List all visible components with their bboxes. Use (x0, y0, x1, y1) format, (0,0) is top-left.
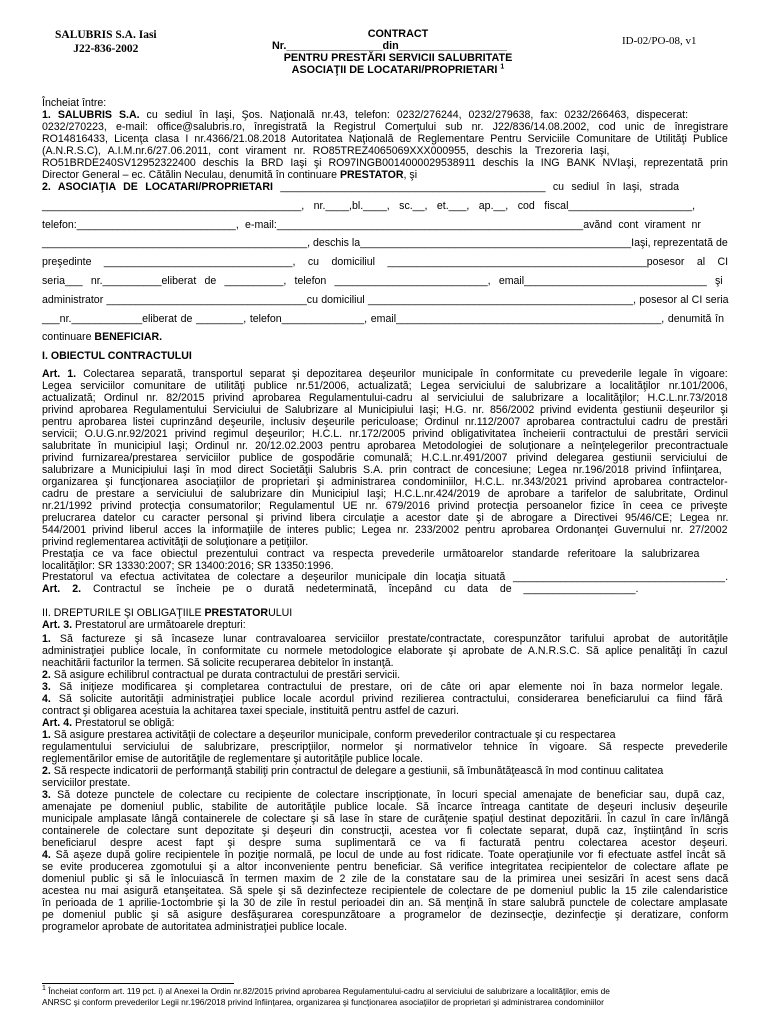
body-line: privind aprobarea Regulamentului Serviciului de Salubrizare al Municipiului Iaşi; H.G. nr. 856/2002 privind evidenta gestiunii deşeurilor şi (42, 404, 728, 416)
body-line: 0232/270223, e-mail: office@salubris.ro, înregistrată la Registrul Comerţului sub nr. J22/836/14.08.2002, cod unic de înregistrare (42, 121, 729, 133)
contract-title: CONTRACT (367, 28, 429, 40)
body-line: RO14816433, Licenţa clasa I nr.4366/21.08.2018 Autoritatea Naţională de Reglementare Pentru Serviciile Comunitare de Utilităţi Publice (42, 133, 728, 145)
document-code: ID-02/PO-08, v1 (622, 35, 697, 47)
footnote-line-1: $^1$ Încheiat conform art. 119 pct. i) al Anexei la Ordin nr.82/2015 privind aprobarea Regulamentului-cadru al serviciului de salubrizare a localităţilor, emis de (42, 985, 610, 996)
body-line: 1. Să factureze şi să încaseze lunar contravaloarea serviciilor prestate/contractate, corespunzător tarifului aprobat de autorităţile (42, 633, 729, 645)
body-line: Prestaţia ce va face obiectul prezentului contract va respecta prevederile următoarelor standarde referitoare la salubrizarea (42, 548, 700, 560)
body-line: regulamentului serviciului de salubrizare, prescripţiilor, normelor şi normativelor tehnice în vigoare. Să respecte prevederile (42, 741, 728, 753)
body-line: serviciilor prestate. (42, 777, 131, 789)
body-line: preşedinte ________________________________, cu domiciliul ____________________________________________posesor al CI (42, 256, 729, 268)
body-line: ____________________________________________, nr.____,bl.____, sc.__, et.___, ap.__, cod fiscal_____________________, (42, 200, 696, 212)
body-line: neachitării facturilor la termen. Să solicite recuperarea debitelor în instanţă. (42, 657, 394, 669)
body-line: 3. Să doteze punctele de colectare cu recipiente de colectare inscripţionate, în locuri special amenajate de beneficiar sau, după caz, (42, 789, 725, 801)
body-line: contract şi obligarea acestuia la achitarea taxei speciale, instituită pentru astfel de cazuri. (42, 705, 459, 717)
body-line: Prestatorul va efectua activitatea de colectare a deşeurilor municipale din locaţia situată ____________________________________. (42, 571, 729, 583)
body-line: administrator __________________________________cu domiciliul _____________________________________________, posesor al CI seria (42, 294, 729, 306)
body-line: privind furnizarea/prestarea serviciilor publice de gospodărie comunală; H.C.L.nr.491/2007 privind delegarea gestiunii serviciului de (42, 452, 728, 464)
body-line: seria___ nr.__________eliberat de __________, telefon __________________________, email_______________________________ şi (42, 275, 723, 287)
company-name: SALUBRIS S.A. Iasi (55, 29, 157, 41)
body-line: administraţiei publice locale, în conformitate cu normele metodologice elaborate şi aprobate de A.N.R.S.C. Să aplice penalităţi în cazul (42, 645, 728, 657)
body-line: organizarea şi funcţionarea asociaţiilor de proprietari şi administrarea condominiilor, H.C.L. nr.343/2021 privind aprobarea contractelor- (42, 476, 728, 488)
body-line: localităţilor: SR 13330:2007; SR 13400:2016; SR 13350:1996. (42, 560, 334, 572)
body-line: programelor aprobate de autoritatea administraţiei publice locale. (42, 921, 348, 933)
footnote-divider (42, 983, 234, 984)
body-line: continuare BENEFICIAR. (42, 331, 163, 343)
body-line: RO51BRDE240SV12952322400 deschis la BRD Iaşi şi RO97INGB0014000029538911 deschis la ING BANK NVIaşi, reprezentată prin (42, 157, 728, 169)
body-line: actualizată; Ordinul nr. 82/2015 privind aprobarea Regulamentului-cadru al serviciului de salubrizare a localităţilor; H.C.L.nr.73/2018 (42, 392, 728, 404)
body-line: prelucrarea datelor cu caracter personal şi privind libera circulaţie a acestor date şi de abrogare a Directivei 95/46/CE; Legea nr. (42, 512, 729, 524)
body-line: salubrizare a Municipiului Iaşi în mod direct Societăţii Salubris S.A. prin contract de concesiune; Legea nr.196/2018 privind înfiinţarea, (42, 464, 722, 476)
company-header (55, 28, 157, 56)
body-line: cadru de prestare a serviciului de salubrizare din Municipiul Iaşi; H.C.L.nr.424/2019 de aprobare a tarifelor de salubritate, Ordinul (42, 488, 728, 500)
body-line: 4. Să aşeze după golire recipientele în poziţie normală, pe locul de unde au fost ridicate. Toate operaţiunile vor fi efectuate astfel încât să (42, 849, 726, 861)
contract-subtitle-2: ASOCIAŢII DE LOCATARI/PROPRIETARI $^1$ (291, 63, 505, 76)
body-line: nr.21/1992 privind protecţia consumatorilor; Regulamentul UE nr. 679/2016 privind protecţia persoanelor fizice în ceea ce priveşte (42, 500, 728, 512)
body-line: 1. Să asigure prestarea activităţii de colectare a deşeurilor municipale, conform prevederilor contractuale şi cu respectarea (42, 729, 616, 741)
body-line: pentru aprobarea listei cuprinzând deşeurile, inclusiv deşeurile periculoase; Ordinul nr.112/2007 aprobarea contractului cadru de prestări (42, 416, 728, 428)
body-line: reglementărilor emise de autorităţile de reglementare şi autorităţile publice locale. (42, 753, 423, 765)
body-line: Art. 4. Prestatorul se obligă: (42, 717, 175, 729)
footnote-line-2: ANRSC şi conform prevederilor Legii nr.196/2018 privind înfiinţarea, organizarea şi funcţionarea asociaţiilor de proprietari şi administrarea condominiilor (42, 997, 604, 1007)
company-reg-code: J22-836-2002 (73, 43, 139, 55)
body-line: 2. Să respecte indicatorii de performanţă stabiliţi prin contractul de delegare a gestiunii, să îmbunătăţească în mod continuu calitatea (42, 765, 664, 777)
footnote-mark: 1 (500, 63, 505, 71)
body-line: (A.N.R.S.C), A.I.M.nr.6/27.06.2011, cont virament nr. RO85TREZ4065069XXX000955, deschis la Trezoreria Iaşi, (42, 145, 610, 157)
body-line: 3. Să iniţieze modificarea şi completarea contractului de prestare, ori de câte ori apar elemente noi în baza normelor legale. (42, 681, 723, 693)
body-line: se evite producerea zgomotului şi a altor inconveniente pentru beneficiar. Să verifice integritatea recipientelor de colectare aflate pe (42, 861, 729, 873)
body-line: domeniul public şi să le înlocuiască în termen maxim de 2 zile de la constatare sau de la primirea unei sesizări în acest sens dacă (42, 873, 729, 885)
body-line: amenajate pe domeniul public, stabilite de autorităţile publice locale. Să încarce întreaga cantitate de deşeuri inclusiv deşeurile (42, 801, 728, 813)
body-line: 544/2001 privind liberul acces la informaţiile de interes public; Legea nr. 233/2002 pentru aprobarea Ordonanţei Guvernului nr. 27/2002 (42, 524, 728, 536)
contract-title-block (272, 28, 524, 76)
body-line: Încheiat între: (42, 97, 107, 109)
body-line: Art. 1. Colectarea separată, transportul separat şi depozitarea deşeurilor municipale în conformitate cu prevederile legale în vigoare: (42, 368, 728, 380)
body-line: Art. 2. Contractul se încheie pe o durată nedeterminată, începând cu data de ___________________. (42, 583, 639, 595)
body-line: municipale amplasate lângă containerele de colectare şi să lase în stare de curăţenie spaţiul destinat depozitării. În cazul în care în/lângă (42, 813, 729, 825)
body-line: servicii; O.U.G.nr.92/2021 privind regimul deşeurilor; H.C.L. nr.172/2005 privind obligativitatea încheierii contractului de prestări servicii (42, 428, 729, 440)
contract-number-line: Nr.________________din__________________ (272, 40, 507, 52)
body-line: telefon:___________________________, e-mail:____________________________________________________avănd cont virament nr (42, 219, 701, 231)
body-line: Legea serviciilor comunitare de utilităţi publice nr.51/2006, actualizată; Legea serviciului de salubrizare a localităţilor nr.101/2006, (42, 380, 728, 392)
body-line: pe domeniul public şi să asigure desfăşurarea corespunzătoare a programelor de dezinsecţie, dezinfecţie şi deratizare, conform (42, 909, 729, 921)
body-line: 2. Să asigure echilibrul contractual pe durata contractului de prestări servicii. (42, 669, 401, 681)
body-line: beneficiarul despre acest fapt şi despre suma suplimentară ce va fi facturată pentru colectarea acestor deşeuri. (42, 837, 728, 849)
body-line: ___nr.____________eliberat de ________, telefon______________, email_____________________________________________, denumită în (42, 313, 724, 325)
body-line: privind reglementarea activităţii de soluţionare a petiţiilor. (42, 536, 309, 548)
body-line: 4. Să solicite autorităţii administraţiei publice locale acordul privind rezilierea contractului, considerarea beneficiarului ca fiind fără (42, 693, 723, 705)
body-line: _____________________________________________, deschis la______________________________________________Iaşi, reprezentată de (42, 237, 728, 249)
contract-subtitle-1: PENTRU PRESTĂRI SERVICII SALUBRITATE (283, 52, 513, 64)
body-line: acestea nu mai asigură etanşeitatea. Să spele şi să dezinfecteze recipientele de colectare de pe domeniul public la 15 zile calendaristice (42, 885, 728, 897)
body-line: II. DREPTURILE ŞI OBLIGAŢIILE PRESTATORULUI (42, 607, 293, 619)
body-line: în perioada de 1 aprilie-1octombrie şi la 30 de zile în restul perioadei din an. Să menţină în stare salubră punctele de colectare amplasate (42, 897, 728, 909)
body-line: Director General – ec. Cătălin Neculau, denumită în continuare PRESTATOR, şi (42, 169, 418, 181)
body-line: containerele de colectare sunt depozitate şi deşeuri din construcţii, acestea vor fi colectate separat, după caz, înştiinţând în scris (42, 825, 729, 837)
body-line: Art. 3. Prestatorul are următoarele drepturi: (42, 619, 246, 631)
body-line: I. OBIECTUL CONTRACTULUI (42, 350, 192, 362)
body-line: 1. SALUBRIS S.A. cu sediul în Iaşi, Şos. Naţională nr.43, telefon: 0232/276244, 0232/279638, fax: 0232/266463, dispecerat: (42, 109, 689, 121)
body-line: salubritate în municipiul Iaşi; Ordinul nr. 20/12.02.2003 pentru aprobarea Metodologiei de soluţionare a neînţelegerilor precontractuale (42, 440, 729, 452)
body-line: 2. ASOCIAŢIA DE LOCATARI/PROPRIETARI _____________________________________________ cu sediul în Iaşi, strada (42, 181, 680, 193)
